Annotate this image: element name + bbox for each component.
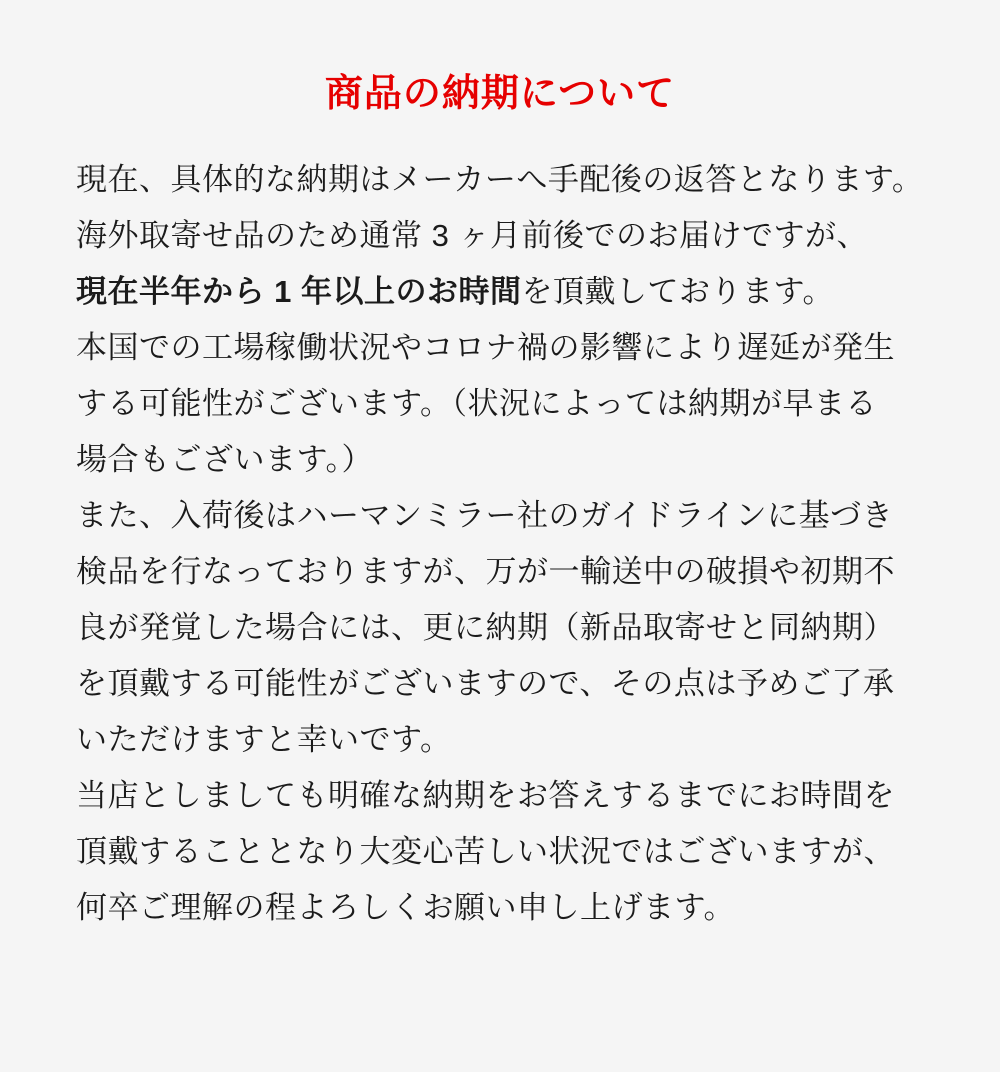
body-line — [76, 712, 924, 768]
body-line-text-bold: 現在半年から 1 年以上のお時間 — [76, 274, 522, 309]
notice-body — [0, 152, 1000, 936]
body-line-text: 良が発覚した場合には、更に納期（新品取寄せと同納期） — [76, 610, 895, 645]
body-line — [76, 208, 924, 264]
body-line — [76, 432, 924, 488]
body-line — [76, 376, 924, 432]
body-line — [76, 152, 924, 208]
body-line-text: 場合もございます。） — [76, 442, 374, 477]
body-line-text: 何卒ご理解の程よろしくお願い申し上げます。 — [76, 890, 736, 925]
body-line — [76, 768, 924, 824]
body-line-text: 当店としましても明確な納期をお答えするまでにお時間を — [76, 778, 895, 813]
body-line-text: いただけますと幸いです。 — [76, 722, 452, 757]
body-line-text: を頂戴しております。 — [521, 274, 834, 309]
body-line — [76, 320, 924, 376]
body-line-text: また、入荷後はハーマンミラー社のガイドラインに基づき — [76, 498, 894, 533]
body-line — [76, 600, 924, 656]
body-line — [76, 264, 924, 320]
body-line — [76, 488, 924, 544]
body-line — [76, 544, 924, 600]
body-line-text: 頂戴することとなり大変心苦しい状況ではございますが、 — [76, 834, 895, 869]
body-line — [76, 656, 924, 712]
body-line — [76, 824, 924, 880]
body-line-text: 本国での工場稼働状況やコロナ禍の影響により遅延が発生 — [76, 330, 895, 365]
body-line-text: する可能性がございます。（状況によっては納期が早まる — [76, 386, 878, 421]
body-line — [76, 880, 924, 936]
body-line-text: を頂戴する可能性がございますので、その点は予めご了承 — [76, 666, 895, 701]
body-line-text: 検品を行なっておりますが、万が一輸送中の破損や初期不 — [76, 554, 895, 589]
body-line-text: 海外取寄せ品のため通常 3 ヶ月前後でのお届けですが、 — [76, 218, 868, 253]
notice-title: 商品の納期について — [324, 73, 676, 115]
delivery-notice-page — [0, 72, 1000, 1072]
body-line-text: 現在、具体的な納期はメーカーへ手配後の返答となります。 — [76, 162, 924, 197]
